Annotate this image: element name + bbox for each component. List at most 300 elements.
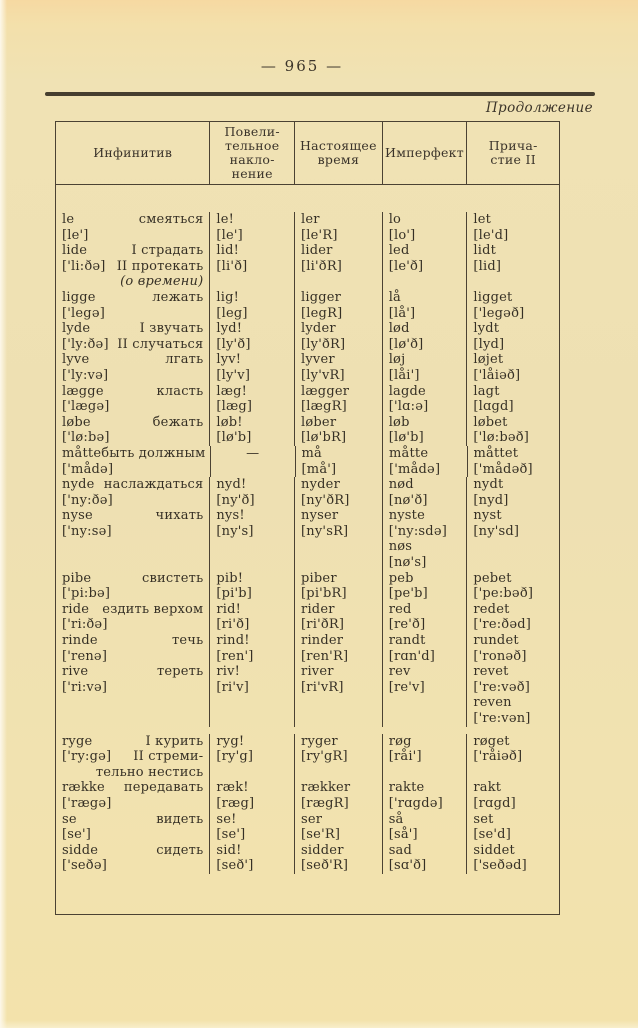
entry-line bbox=[62, 352, 203, 368]
entry-line: [ny'ðR] bbox=[301, 492, 350, 508]
cell-imp bbox=[210, 780, 295, 811]
cell-pres bbox=[295, 664, 383, 726]
page-number: — 965 — bbox=[260, 57, 344, 75]
entry-line: [le'd] bbox=[473, 227, 509, 243]
entry-line: rind! bbox=[216, 633, 250, 649]
russian-translation: видеть bbox=[156, 811, 204, 827]
entry-line bbox=[62, 477, 203, 493]
entry-line bbox=[62, 212, 203, 228]
entry-line: [rɑn'd] bbox=[388, 648, 436, 664]
verb-row bbox=[56, 290, 559, 321]
russian-translation: лгать bbox=[165, 352, 204, 368]
danish-word: ['ry:gə] bbox=[62, 749, 112, 765]
verb-table bbox=[55, 121, 560, 915]
cell-imp bbox=[211, 446, 296, 477]
cell-pres bbox=[295, 352, 383, 383]
entry-line: ligger bbox=[301, 289, 342, 305]
entry-line: nyser bbox=[301, 508, 339, 524]
table-header-row bbox=[56, 122, 559, 185]
entry-line: [le'] bbox=[62, 227, 89, 243]
russian-translation: передавать bbox=[123, 780, 204, 796]
danish-word: rive bbox=[62, 664, 89, 680]
entry-line: løjet bbox=[473, 352, 504, 368]
entry-line: nyst bbox=[473, 508, 502, 524]
cell-part bbox=[467, 321, 559, 352]
column-header-line: Повели- bbox=[224, 123, 280, 139]
russian-translation: I курить bbox=[145, 733, 204, 749]
entry-line: revet bbox=[473, 664, 509, 680]
cell-pres bbox=[295, 477, 383, 508]
entry-line: måttet bbox=[473, 445, 519, 461]
entry-line: [pi'b] bbox=[216, 586, 253, 602]
entry-line: ['re:vən] bbox=[473, 711, 531, 726]
entry-line: [lɑgd] bbox=[473, 399, 514, 415]
entry-line: [låi'] bbox=[388, 367, 420, 383]
cell-inf bbox=[56, 477, 210, 508]
cell-part bbox=[467, 633, 559, 664]
column-header-line: тельное bbox=[225, 137, 280, 153]
entry-line: [li'ð] bbox=[216, 258, 248, 274]
entry-line: rakt bbox=[473, 780, 502, 796]
cell-impf bbox=[383, 243, 468, 290]
cell-impf bbox=[383, 290, 468, 321]
russian-translation: течь bbox=[172, 633, 204, 649]
entry-line: le! bbox=[216, 212, 235, 227]
cell-impf bbox=[383, 734, 468, 781]
entry-line: [lægR] bbox=[301, 399, 347, 415]
cell-imp bbox=[210, 812, 295, 843]
verb-row bbox=[56, 446, 559, 477]
russian-translation: сидеть bbox=[156, 842, 204, 858]
entry-line: ['renə] bbox=[62, 648, 108, 664]
entry-line: rækker bbox=[301, 780, 351, 796]
entry-line: [ri'vR] bbox=[301, 679, 344, 695]
entry-line: [pi'bR] bbox=[301, 586, 347, 602]
entry-line: [se'd] bbox=[473, 827, 511, 843]
entry-line: rundet bbox=[473, 633, 519, 649]
russian-translation: наслаждаться bbox=[103, 477, 204, 493]
entry-line: [lø'bR] bbox=[301, 430, 347, 446]
cell-imp bbox=[210, 633, 295, 664]
cell-part bbox=[468, 446, 559, 477]
entry-line: [ri'ð] bbox=[216, 617, 250, 633]
cell-impf bbox=[383, 508, 468, 570]
entry-line: [så'] bbox=[388, 827, 418, 843]
cell-inf bbox=[56, 633, 210, 664]
cell-impf bbox=[383, 812, 468, 843]
entry-line: [sɑ'ð] bbox=[388, 858, 427, 874]
entry-line: så bbox=[388, 811, 404, 827]
entry-line: [ræg] bbox=[216, 795, 255, 811]
entry-line: nøs bbox=[388, 539, 413, 555]
entry-line: ['ny:sdə] bbox=[388, 523, 447, 539]
entry-line: lydt bbox=[473, 321, 500, 337]
entry-line: [ri'ðR] bbox=[301, 617, 345, 633]
verb-row bbox=[56, 415, 559, 446]
cell-pres bbox=[295, 602, 383, 633]
entry-line: pebet bbox=[473, 570, 512, 586]
entry-line: [leg] bbox=[216, 305, 248, 321]
cell-inf bbox=[56, 212, 210, 243]
danish-word: ride bbox=[62, 601, 90, 617]
cell-inf bbox=[56, 508, 210, 570]
cell-inf bbox=[56, 321, 210, 352]
danish-word: lyde bbox=[62, 321, 91, 337]
cell-part bbox=[467, 571, 559, 602]
russian-translation: свистеть bbox=[142, 570, 204, 586]
entry-line: [lø'b] bbox=[388, 430, 424, 446]
danish-word: ['li:ðə] bbox=[62, 258, 106, 274]
entry-line: ['mådə] bbox=[62, 461, 114, 477]
cell-imp bbox=[210, 508, 295, 570]
entry-line: se! bbox=[216, 811, 237, 827]
cell-part bbox=[467, 243, 559, 290]
entry-line: løj bbox=[388, 352, 406, 368]
entry-line: [læg] bbox=[216, 399, 253, 415]
cell-inf bbox=[56, 734, 210, 781]
entry-line: nys! bbox=[216, 508, 245, 524]
entry-line: [lø'b] bbox=[216, 430, 252, 446]
entry-line: ['råiəð] bbox=[473, 749, 523, 765]
cell-pres bbox=[295, 321, 383, 352]
entry-line: [ry'gR] bbox=[301, 749, 348, 765]
verb-row bbox=[56, 602, 559, 633]
column-header bbox=[56, 122, 210, 184]
entry-line: [ny'ð] bbox=[216, 492, 255, 508]
column-header-line: накло- bbox=[229, 152, 275, 167]
verb-row bbox=[56, 508, 559, 570]
entry-line: sid! bbox=[216, 842, 242, 858]
entry-line: lå bbox=[388, 289, 401, 305]
cell-imp bbox=[210, 212, 295, 243]
entry-line: rinder bbox=[301, 633, 344, 649]
cell-inf bbox=[56, 843, 210, 874]
entry-line: ['mådə] bbox=[389, 461, 441, 477]
entry-line: ræk! bbox=[216, 780, 249, 796]
entry-line: lidt bbox=[473, 243, 497, 259]
cell-imp bbox=[210, 477, 295, 508]
cell-impf bbox=[383, 415, 468, 446]
entry-line: ['ri:ðə] bbox=[62, 617, 108, 633]
entry-line: [se'R] bbox=[301, 827, 341, 843]
entry-line: røget bbox=[473, 733, 510, 749]
entry-line: ['rɑgdə] bbox=[388, 795, 443, 811]
entry-line bbox=[62, 749, 203, 765]
cell-impf bbox=[383, 446, 468, 477]
entry-line: [ry'g] bbox=[216, 749, 254, 765]
entry-line: riv! bbox=[216, 664, 241, 680]
entry-line: lyd! bbox=[216, 321, 243, 337]
entry-line: lægger bbox=[301, 383, 350, 399]
entry-line: løb! bbox=[216, 414, 243, 430]
entry-line: siddet bbox=[473, 842, 515, 858]
cell-inf bbox=[56, 446, 211, 477]
entry-line bbox=[62, 780, 203, 796]
entry-line: nyste bbox=[388, 508, 425, 524]
entry-line bbox=[62, 765, 203, 781]
cell-pres bbox=[295, 633, 383, 664]
cell-part bbox=[467, 415, 559, 446]
verb-row bbox=[56, 212, 559, 243]
entry-line: ['lø:bə] bbox=[62, 430, 110, 446]
cell-inf bbox=[56, 664, 210, 726]
cell-inf bbox=[56, 571, 210, 602]
cell-impf bbox=[383, 352, 468, 383]
verb-row bbox=[56, 321, 559, 352]
cell-impf bbox=[383, 477, 468, 508]
entry-line: [ny'sd] bbox=[473, 523, 520, 539]
cell-part bbox=[467, 477, 559, 508]
cell-part bbox=[467, 290, 559, 321]
danish-word: sidde bbox=[62, 842, 99, 858]
cell-imp bbox=[210, 664, 295, 726]
entry-line bbox=[62, 321, 203, 337]
cell-inf bbox=[56, 780, 210, 811]
entry-line: set bbox=[473, 811, 494, 827]
entry-line: lo bbox=[388, 212, 402, 227]
cell-part bbox=[467, 843, 559, 874]
cell-part bbox=[467, 734, 559, 781]
entry-line: [pe'b] bbox=[388, 586, 428, 602]
column-header-line: Прича- bbox=[488, 137, 538, 153]
entry-line: ['lægə] bbox=[62, 399, 110, 415]
entry-line: reven bbox=[473, 695, 512, 711]
entry-line: ['pe:bəð] bbox=[473, 586, 534, 602]
danish-word: ryge bbox=[62, 733, 93, 749]
verb-row bbox=[56, 571, 559, 602]
danish-word: lyve bbox=[62, 352, 90, 368]
cell-part bbox=[467, 780, 559, 811]
entry-line: piber bbox=[301, 570, 337, 586]
russian-translation: II случаться bbox=[117, 336, 204, 352]
entry-line: redet bbox=[473, 601, 510, 617]
entry-line: ['pi:bə] bbox=[62, 586, 111, 602]
entry-line: lyder bbox=[301, 321, 336, 337]
cell-imp bbox=[210, 243, 295, 290]
cell-impf bbox=[383, 212, 468, 243]
entry-line: ['re:ðəd] bbox=[473, 617, 532, 633]
danish-word: pibe bbox=[62, 570, 92, 586]
verb-row bbox=[56, 843, 559, 874]
entry-line: red bbox=[388, 601, 412, 617]
entry-line: lyv! bbox=[216, 352, 242, 368]
entry-line bbox=[62, 602, 203, 618]
entry-line: [se'] bbox=[216, 827, 246, 843]
danish-word: nyde bbox=[62, 477, 95, 493]
danish-word: lide bbox=[62, 243, 88, 259]
entry-line bbox=[62, 734, 203, 750]
entry-line: ['ny:sə] bbox=[62, 523, 112, 539]
entry-line: [seð'R] bbox=[301, 858, 349, 874]
entry-line bbox=[62, 664, 203, 680]
cell-inf bbox=[56, 290, 210, 321]
entry-line: [legR] bbox=[301, 305, 343, 321]
entry-line: nydt bbox=[473, 477, 504, 493]
entry-line: måtte bbox=[389, 445, 429, 461]
entry-line: røg bbox=[388, 733, 412, 749]
entry-line: [le'] bbox=[216, 227, 243, 243]
entry-line: [rɑgd] bbox=[473, 795, 516, 811]
verb-row bbox=[56, 384, 559, 415]
entry-line: løber bbox=[301, 414, 337, 430]
cell-part bbox=[467, 508, 559, 570]
entry-line: lider bbox=[301, 243, 333, 259]
cell-pres bbox=[296, 446, 384, 477]
column-header bbox=[210, 122, 295, 184]
cell-pres bbox=[295, 415, 383, 446]
danish-word: nyse bbox=[62, 508, 93, 524]
russian-translation: I звучать bbox=[139, 321, 204, 337]
cell-imp bbox=[210, 602, 295, 633]
cell-pres bbox=[295, 508, 383, 570]
entry-line: pib! bbox=[216, 570, 244, 586]
cell-imp bbox=[210, 352, 295, 383]
entry-line: lagt bbox=[473, 383, 500, 399]
danish-word: le bbox=[62, 212, 75, 227]
russian-translation: I страдать bbox=[131, 243, 204, 259]
entry-line: [li'ðR] bbox=[301, 258, 343, 274]
cell-inf bbox=[56, 243, 210, 290]
danish-word: løbe bbox=[62, 414, 91, 430]
entry-line bbox=[62, 571, 203, 587]
entry-line: sidder bbox=[301, 842, 344, 858]
entry-line: led bbox=[388, 243, 410, 259]
entry-line: ['re:vəð] bbox=[473, 679, 531, 695]
cell-impf bbox=[383, 571, 468, 602]
entry-line bbox=[62, 243, 203, 259]
entry-line: [lø'ð] bbox=[388, 336, 424, 352]
entry-line bbox=[62, 259, 203, 275]
cell-imp bbox=[210, 384, 295, 415]
cell-impf bbox=[383, 664, 468, 726]
cell-part bbox=[467, 664, 559, 726]
cell-pres bbox=[295, 571, 383, 602]
entry-line: [må'] bbox=[301, 461, 337, 477]
entry-line: river bbox=[301, 664, 334, 680]
cell-imp bbox=[210, 734, 295, 781]
verb-row bbox=[56, 734, 559, 781]
entry-line: [re'ð] bbox=[388, 617, 426, 633]
cell-pres bbox=[295, 212, 383, 243]
entry-line: [ri'v] bbox=[216, 679, 249, 695]
danish-word: lægge bbox=[62, 383, 104, 399]
entry-line: [ly'ð] bbox=[216, 336, 251, 352]
entry-line: lid! bbox=[216, 243, 240, 259]
column-header-line: Настоящее bbox=[299, 137, 377, 153]
russian-translation: тереть bbox=[156, 664, 204, 680]
entry-line: [se'] bbox=[62, 827, 92, 843]
cell-impf bbox=[383, 843, 468, 874]
entry-line bbox=[62, 508, 203, 524]
russian-translation: тельно нестись bbox=[95, 764, 204, 780]
cell-pres bbox=[295, 290, 383, 321]
verb-row bbox=[56, 780, 559, 811]
russian-translation: лежать bbox=[152, 289, 204, 305]
danish-word: rinde bbox=[62, 633, 98, 649]
danish-word: se bbox=[62, 811, 77, 827]
entry-line: let bbox=[473, 212, 492, 227]
entry-line: ['lɑ:ə] bbox=[388, 399, 429, 415]
entry-line bbox=[62, 290, 203, 306]
russian-translation: (о времени) bbox=[120, 274, 204, 290]
cell-inf bbox=[56, 352, 210, 383]
cell-pres bbox=[295, 734, 383, 781]
cell-impf bbox=[383, 602, 468, 633]
entry-line: rev bbox=[388, 664, 411, 680]
cell-impf bbox=[383, 780, 468, 811]
cell-part bbox=[467, 212, 559, 243]
entry-line: rakte bbox=[388, 780, 425, 796]
entry-line: ['ri:və] bbox=[62, 679, 108, 695]
entry-line: [lid] bbox=[473, 258, 502, 274]
entry-line: [ren'] bbox=[216, 648, 254, 664]
entry-line: ['ly:və] bbox=[62, 367, 109, 383]
entry-line bbox=[62, 384, 203, 400]
russian-translation: смеяться bbox=[138, 212, 204, 227]
entry-line: ['låiəð] bbox=[473, 367, 521, 383]
entry-line: [ly'vR] bbox=[301, 367, 345, 383]
cell-part bbox=[467, 812, 559, 843]
entry-line: [råi'] bbox=[388, 749, 422, 765]
entry-line: ['mådəð] bbox=[473, 461, 533, 477]
verb-row bbox=[56, 352, 559, 383]
entry-line: ['legəð] bbox=[473, 305, 525, 321]
entry-line bbox=[62, 274, 203, 290]
entry-line: må bbox=[301, 445, 322, 461]
column-header-line: Имперфект bbox=[385, 144, 465, 160]
entry-line: ['ronəð] bbox=[473, 648, 527, 664]
entry-line: lød bbox=[388, 321, 410, 337]
cell-imp bbox=[210, 415, 295, 446]
entry-line: [ly'ðR] bbox=[301, 336, 346, 352]
cell-pres bbox=[295, 843, 383, 874]
danish-word: ['ly:ðə] bbox=[62, 336, 109, 352]
entry-line: ligget bbox=[473, 289, 513, 305]
cell-inf bbox=[56, 812, 210, 843]
entry-line: [nø's] bbox=[388, 555, 427, 571]
entry-line: ['seðə] bbox=[62, 858, 108, 874]
entry-line: nyd! bbox=[216, 477, 247, 493]
cell-impf bbox=[383, 633, 468, 664]
entry-line bbox=[62, 633, 203, 649]
russian-translation: ездить верхом bbox=[102, 601, 204, 617]
entry-line: rider bbox=[301, 601, 335, 617]
cell-imp bbox=[210, 843, 295, 874]
continuation-label: Продолжение bbox=[485, 100, 593, 116]
cell-part bbox=[467, 352, 559, 383]
danish-word: ligge bbox=[62, 289, 96, 305]
column-header-line: время bbox=[317, 152, 360, 167]
entry-line: ryg! bbox=[216, 733, 245, 749]
entry-line: rid! bbox=[216, 601, 242, 617]
entry-line: [ren'R] bbox=[301, 648, 349, 664]
entry-line: randt bbox=[388, 633, 426, 649]
column-header-line: Инфинитив bbox=[93, 144, 173, 160]
entry-line: [le'R] bbox=[301, 227, 338, 243]
entry-line: [seð'] bbox=[216, 858, 254, 874]
danish-word: måtte bbox=[62, 445, 102, 461]
entry-line: [ly'v] bbox=[216, 367, 251, 383]
entry-line: [ny'sR] bbox=[301, 523, 349, 539]
column-header-line: стие II bbox=[490, 152, 536, 167]
entry-line bbox=[62, 337, 203, 353]
entry-line: [lo'] bbox=[388, 227, 416, 243]
cell-part bbox=[467, 602, 559, 633]
russian-translation: бежать bbox=[152, 414, 204, 430]
verb-row bbox=[56, 633, 559, 664]
cell-impf bbox=[383, 321, 468, 352]
entry-line: [lyd] bbox=[473, 336, 505, 352]
